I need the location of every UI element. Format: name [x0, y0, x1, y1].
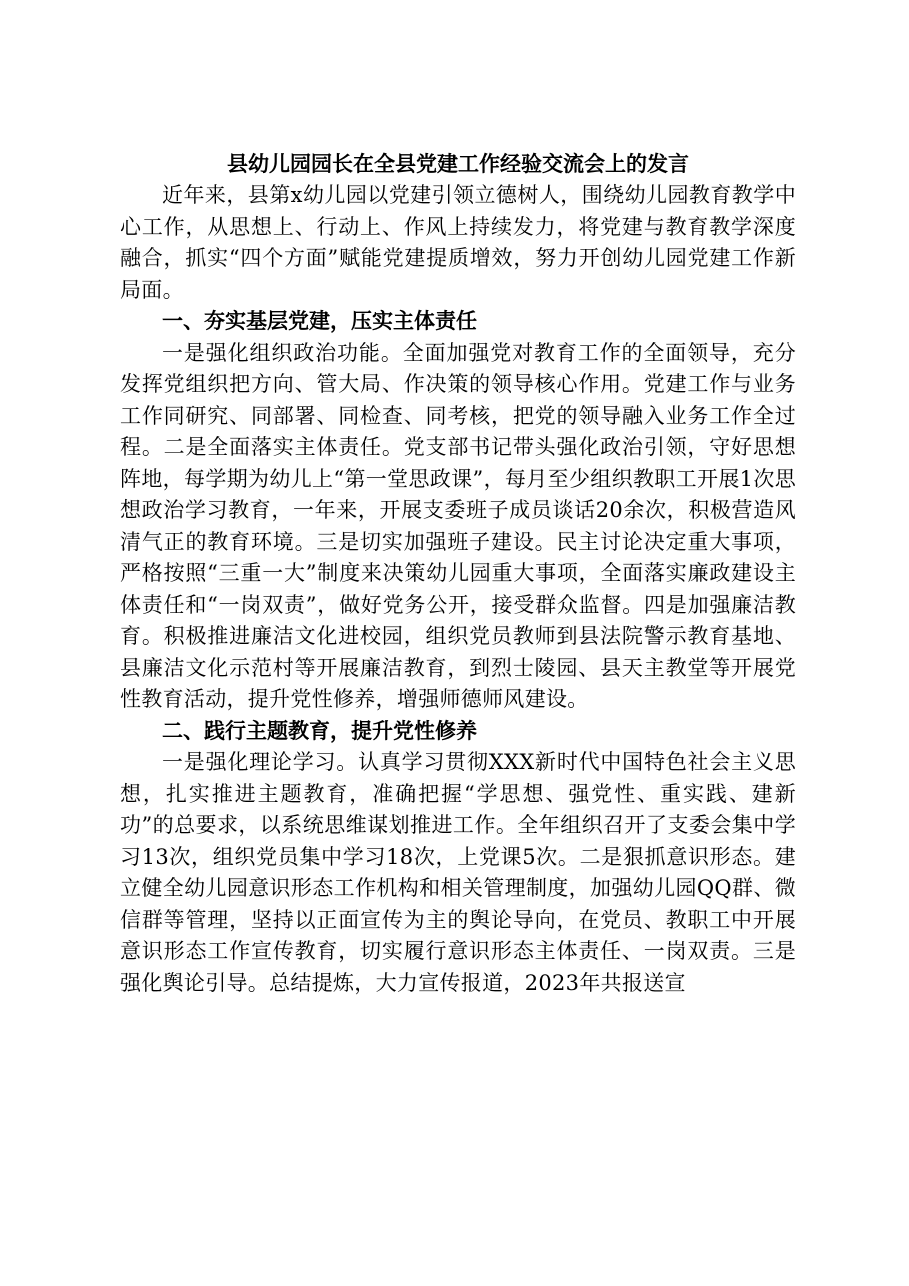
intro-paragraph: 近年来，县第x幼儿园以党建引领立德树人，围绕幼儿园教育教学中心工作，从思想上、行动上、作风上持续发力，将党建与教育教学深度融合，抓实“四个方面”赋能党建提质增效，努力开创幼儿园党建工作新局面。: [120, 183, 796, 302]
document-title: 县幼儿园园长在全县党建工作经验交流会上的发言: [227, 151, 689, 176]
section-body-1: 一是强化组织政治功能。全面加强党对教育工作的全面领导，充分发挥党组织把方向、管大局、作决策的领导核心作用。党建工作与业务工作同研究、同部署、同检查、同考核，把党的领导融入业务工作全过程。二是全面落实主体责任。党支部书记带头强化政治引领，守好思想阵地，每学期为幼儿上“第一堂思政课”，每月至少组织教职工开展1次思想政治学习教育，一年来，开展支委班子成员谈话20余次，积极营造风清气正的教育环境。三是切实加强班子建设。民主讨论决定重大事项，严格按照“三重一大”制度来决策幼儿园重大事项，全面落实廉政建设主体责任和“一岗双责”，做好党务公开，接受群众监督。四是加强廉洁教育。积极推进廉洁文化进校园，组织党员教师到县法院警示教育基地、县廉洁文化示范村等开展廉洁教育，到烈士陵园、县天主教堂等开展党性教育活动，提升党性修养，增强师德师风建设。: [120, 340, 796, 711]
section-body-2: 一是强化理论学习。认真学习贯彻XXX新时代中国特色社会主义思想，扎实推进主题教育，准确把握“学思想、强党性、重实践、建新功”的总要求，以系统思维谋划推进工作。全年组织召开了支委会集中学习13次，组织党员集中学习18次，上党课5次。二是狠抓意识形态。建立健全幼儿园意识形态工作机构和相关管理制度，加强幼儿园QQ群、微信群等管理，坚持以正面宣传为主的舆论导向，在党员、教职工中开展意识形态工作宣传教育，切实履行意识形态主体责任、一岗双责。三是强化舆论引导。总结提炼，大力宣传报道，2023年共报送宣: [120, 750, 796, 995]
document-page: [120, 148, 796, 999]
section-heading-1: 一、夯实基层党建，压实主体责任: [162, 309, 477, 333]
section-heading-2: 二、践行主题教育，提升党性修养: [162, 718, 477, 743]
